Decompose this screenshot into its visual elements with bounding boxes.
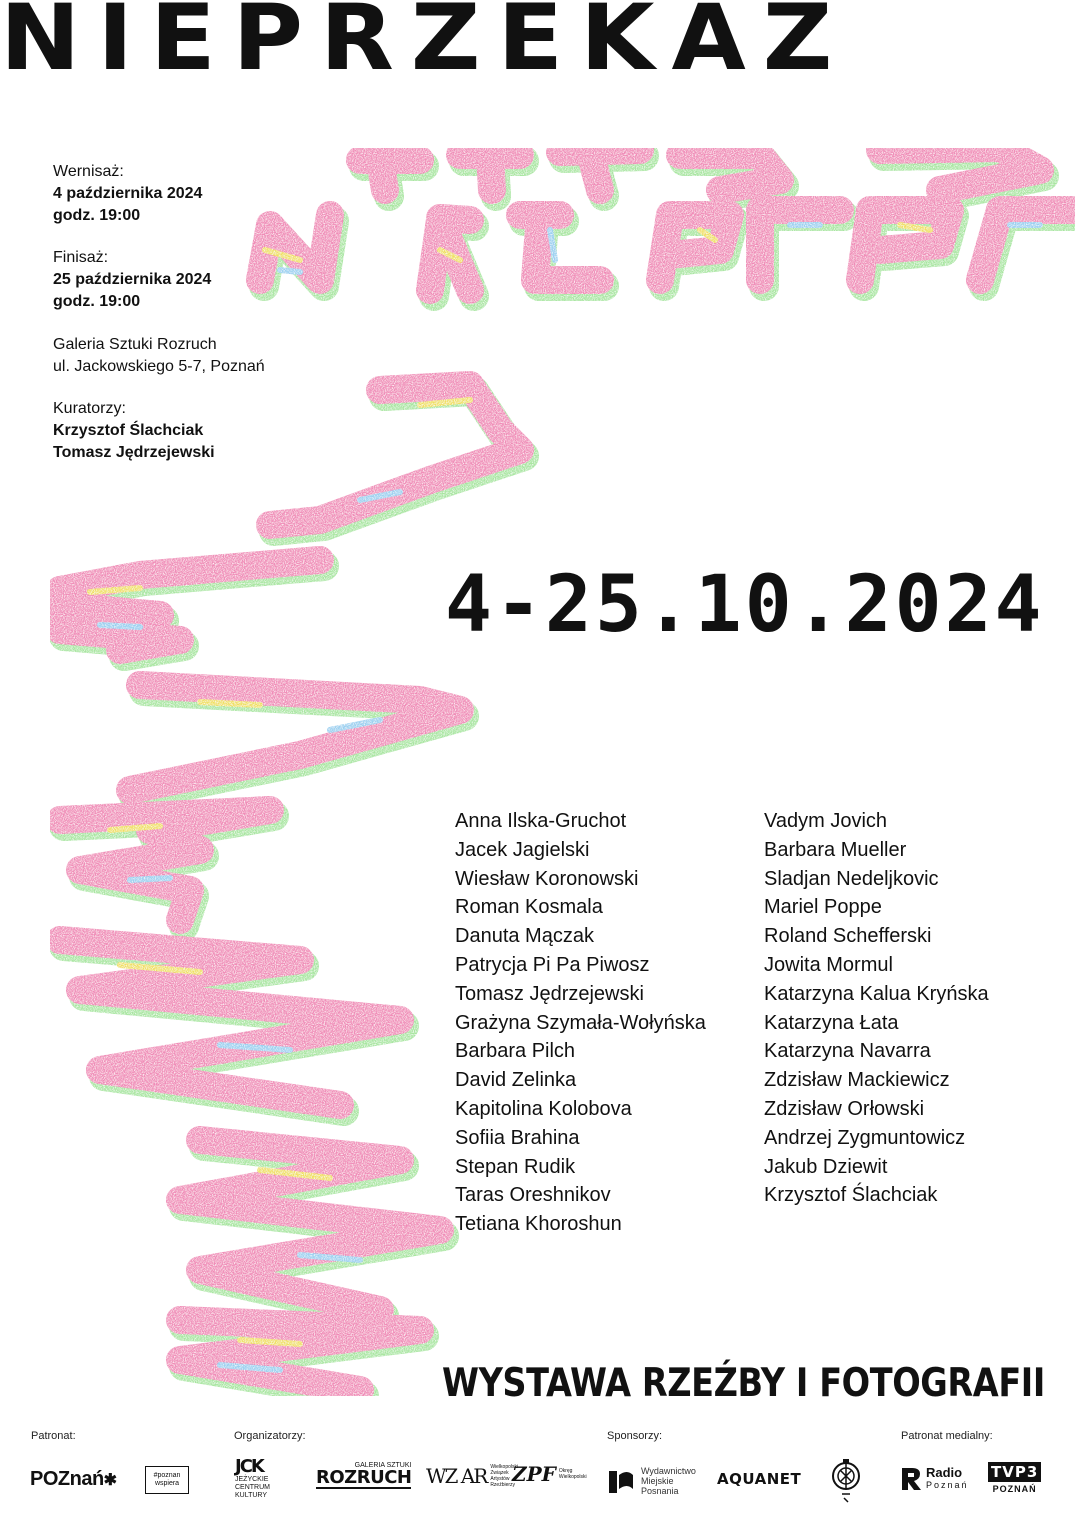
wzar-mark: WZ AR	[426, 1464, 487, 1488]
artist-name: Zdzisław Mackiewicz	[764, 1069, 950, 1092]
artist-name: Anna Ilska-Gruchot	[455, 810, 627, 832]
media-patronage-label: Patronat medialny:	[901, 1430, 993, 1442]
artist-name: Patrycja Pi Pa Piwosz	[455, 953, 650, 976]
artist-name: Taras Oreshnikov	[455, 1184, 611, 1207]
curators-info	[53, 398, 215, 464]
wzar-line: Wielkopolski	[490, 1464, 519, 1470]
patronage-label: Patronat:	[31, 1430, 76, 1442]
closing-time: godz. 19:00	[53, 293, 141, 310]
zpf-line: Okręg	[558, 1468, 573, 1474]
crest-icon	[830, 1458, 862, 1504]
artist-name: Zdzisław Orłowski	[764, 1097, 925, 1120]
seal-logo	[830, 1458, 862, 1504]
artist-name: Tomasz Jędrzejewski	[455, 982, 644, 1005]
closing-info	[53, 247, 211, 313]
artist-name: Kapitolina Kolobova	[455, 1097, 632, 1120]
exhibition-subtitle: WYSTAWA RZEŹBY I FOTOGRAFII	[442, 1361, 1045, 1406]
artist-name: Stepan Rudik	[455, 1155, 576, 1178]
artist-name: Barbara Mueller	[764, 838, 907, 861]
jck-logo	[235, 1458, 270, 1500]
artist-name: Tetiana Khoroshun	[455, 1213, 622, 1236]
artist-name: Grażyna Szymała-Wołyńska	[455, 1011, 706, 1034]
radio-name: Radio	[926, 1465, 963, 1480]
jck-mark: JCK	[235, 1456, 263, 1477]
artist-list-left	[455, 807, 706, 1239]
exhibition-title: NIEPRZEKAZ	[0, 0, 850, 91]
radio-text	[926, 1467, 969, 1491]
wydawnictwo-logo	[607, 1466, 696, 1496]
tvp3-city: POZNAŃ	[992, 1484, 1037, 1494]
exhibition-dates: 4-25.10.2024	[445, 560, 1045, 650]
sponsors-label: Sponsorzy:	[607, 1430, 663, 1442]
venue-name: Galeria Sztuki Rozruch	[53, 336, 217, 353]
zpf-logo	[512, 1462, 587, 1486]
glitch-artwork	[0, 130, 1075, 1450]
artist-name: Barbara Pilch	[455, 1040, 576, 1063]
opening-info	[53, 161, 202, 227]
zpf-mark: ZPF	[512, 1462, 556, 1486]
wydawnictwo-text	[641, 1466, 696, 1496]
wydawnictwo-line: Wydawnictwo	[641, 1466, 696, 1476]
artist-name: Sofiia Brahina	[455, 1126, 580, 1149]
aquanet-logo: AQUANET	[717, 1470, 802, 1488]
poznan-wspiera-line: #poznan	[153, 1472, 181, 1479]
jck-line: CENTRUM	[235, 1484, 270, 1491]
rozruch-logo	[316, 1462, 411, 1489]
artist-name: Jakub Dziewit	[764, 1155, 888, 1178]
tvp3-mark: TVP3	[988, 1462, 1041, 1482]
tvp3-logo	[988, 1462, 1041, 1494]
wzar-line: Artystów	[490, 1476, 510, 1482]
artist-name: Roman Kosmala	[455, 896, 603, 919]
rozruch-main: ROZRUCH	[316, 1467, 412, 1488]
artist-name: Wiesław Koronowski	[455, 867, 639, 890]
artist-name: Vadym Jovich	[764, 810, 888, 832]
jck-line: JEŻYCKIE	[235, 1476, 269, 1483]
radio-icon	[900, 1466, 922, 1492]
zpf-line: Wielkopolski	[558, 1474, 587, 1480]
radio-city: Poznań	[926, 1480, 969, 1490]
artist-name: Katarzyna Łata	[764, 1011, 899, 1034]
venue-address: ul. Jackowskiego 5-7, Poznań	[53, 358, 265, 375]
closing-label: Finisaż:	[53, 249, 109, 266]
artist-name: Roland Schefferski	[764, 925, 932, 948]
radio-poznan-logo	[900, 1466, 969, 1492]
venue-info	[53, 334, 265, 378]
curator-name: Tomasz Jędrzejewski	[53, 444, 215, 461]
rozruch-top: GALERIA SZTUKI	[354, 1462, 412, 1469]
wydawnictwo-icon	[607, 1467, 635, 1495]
star-icon: ✱	[103, 1471, 117, 1489]
curators-label: Kuratorzy:	[53, 400, 126, 417]
closing-date: 25 października 2024	[53, 271, 212, 288]
opening-time: godz. 19:00	[53, 207, 141, 224]
artist-name: Jowita Mormul	[764, 953, 893, 976]
zpf-text	[559, 1468, 587, 1480]
organizers-label: Organizatorzy:	[234, 1430, 306, 1442]
artist-name: Jacek Jagielski	[455, 838, 590, 861]
artist-name: Andrzej Zygmuntowicz	[764, 1126, 966, 1149]
artist-name: Katarzyna Navarra	[764, 1040, 931, 1063]
poznan-wspiera-logo	[145, 1466, 189, 1494]
artist-name: Katarzyna Kalua Kryńska	[764, 982, 989, 1005]
artist-name: Mariel Poppe	[764, 896, 882, 919]
artist-list-right	[764, 807, 989, 1210]
opening-date: 4 października 2024	[53, 185, 203, 202]
jck-line: KULTURY	[235, 1492, 268, 1499]
artist-name: Danuta Mączak	[455, 925, 594, 948]
wydawnictwo-line: Miejskie	[641, 1476, 674, 1486]
curator-name: Krzysztof Ślachciak	[53, 422, 204, 439]
wzar-line: Rzeźbierzy	[490, 1482, 516, 1488]
wydawnictwo-line: Posnania	[641, 1486, 679, 1496]
artist-name: David Zelinka	[455, 1069, 577, 1092]
artist-name: Sladjan Nedeljkovic	[764, 867, 939, 890]
poznan-logo	[30, 1468, 117, 1491]
poznan-logo-text: POZnań	[30, 1468, 104, 1490]
wzar-logo	[426, 1464, 518, 1488]
opening-label: Wernisaż:	[53, 163, 124, 180]
poznan-wspiera-line: wspiera	[154, 1480, 180, 1487]
wzar-line: Związek	[490, 1470, 509, 1476]
artist-name: Krzysztof Ślachciak	[764, 1184, 938, 1207]
